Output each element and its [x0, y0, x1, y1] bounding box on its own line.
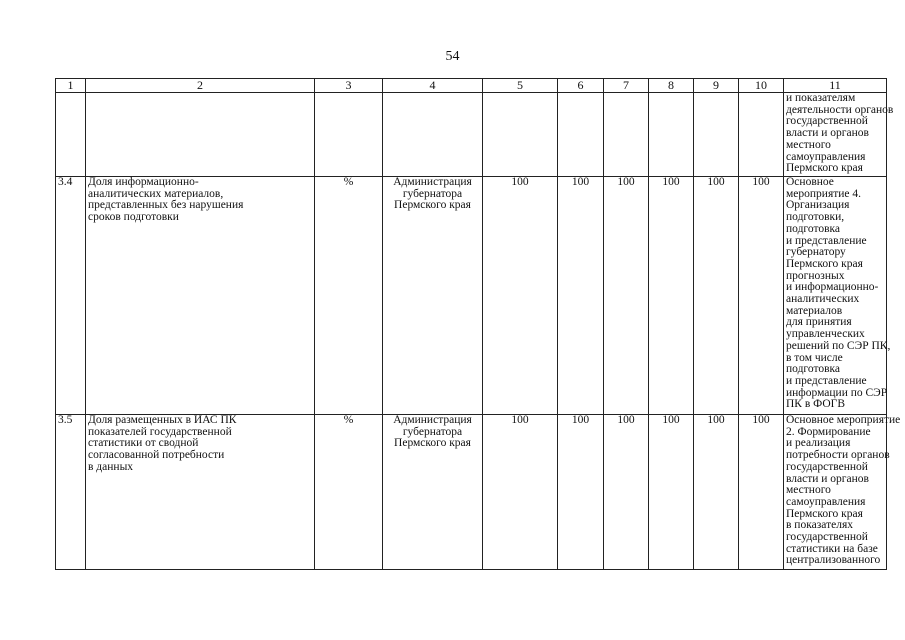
value-cell — [483, 93, 558, 177]
value-cell: 100 — [604, 177, 649, 415]
value-cell: 100 — [649, 415, 694, 570]
indicator-line: согласованной потребности — [88, 449, 225, 462]
measure-line: государственной — [786, 115, 868, 128]
row-number-cell: 3.5 — [56, 415, 86, 570]
column-number-4: 4 — [383, 79, 483, 93]
value-cell: 100 — [694, 177, 739, 415]
measure-line: государственной — [786, 531, 868, 544]
measure-line: власти и органов — [786, 127, 869, 140]
indicator-line: показателей государственной — [88, 425, 232, 438]
column-number-header-row — [56, 79, 887, 93]
value-cell: 100 — [694, 415, 739, 570]
indicator-line: сроков подготовки — [88, 211, 179, 224]
measure-line: Основное — [786, 176, 834, 188]
table-row — [56, 415, 887, 570]
value-cell: 100 — [558, 415, 604, 570]
measure-line: для принятия — [786, 316, 852, 329]
value-cell: 100 — [649, 177, 694, 415]
unit-cell — [315, 93, 383, 177]
page-number: 54 — [445, 49, 460, 64]
measure-line: мероприятие 4. — [786, 187, 862, 200]
indicators-table — [55, 78, 901, 570]
measure-line: государственной — [786, 460, 868, 473]
measure-line: Основное мероприятие — [786, 414, 901, 426]
executor-cell — [383, 415, 483, 570]
measure-line: материалов — [786, 304, 843, 317]
measure-line: в том числе — [786, 351, 843, 364]
measure-line: Пермского края — [786, 507, 863, 520]
measure-line: деятельности органов — [786, 103, 894, 116]
executor-line: Администрация — [393, 414, 472, 426]
column-number-9: 9 — [694, 79, 739, 93]
value-cell — [739, 93, 784, 177]
measure-line: ПК в ФОГВ — [786, 398, 846, 411]
indicator-line: Доля информационно- — [88, 176, 199, 188]
value-cell: 100 — [739, 177, 784, 415]
value-cell — [649, 93, 694, 177]
measure-line: 2. Формирование — [786, 425, 871, 438]
table-row — [56, 177, 887, 415]
executor-cell — [383, 93, 483, 177]
table-row — [56, 93, 887, 177]
column-number-3: 3 — [315, 79, 383, 93]
executor-line: Пермского края — [394, 199, 471, 212]
indicator-cell — [86, 93, 315, 177]
measure-line: прогнозных — [786, 269, 845, 282]
indicator-line: статистики от сводной — [88, 437, 199, 450]
executor-line: губернатора — [402, 187, 463, 200]
unit-cell: % — [315, 177, 383, 415]
column-number-6: 6 — [558, 79, 604, 93]
measure-line: статистики на базе — [786, 542, 878, 555]
measure-line: подготовка — [786, 222, 841, 235]
measure-line: централизованного — [786, 554, 881, 567]
column-number-11: 11 — [784, 79, 887, 93]
measure-line: Пермского края — [786, 257, 863, 270]
column-number-10: 10 — [739, 79, 784, 93]
measure-line: и реализация — [786, 437, 851, 450]
executor-line: Пермского края — [394, 437, 471, 450]
measure-line: в показателях — [786, 519, 853, 532]
measure-line: подготовки, — [786, 211, 845, 224]
indicator-cell — [86, 415, 315, 570]
executor-line: Администрация — [393, 176, 472, 188]
measure-line: губернатору — [786, 246, 846, 259]
measure-line: потребности органов — [786, 449, 890, 462]
indicator-line: представленных без нарушения — [88, 199, 244, 212]
value-cell: 100 — [483, 415, 558, 570]
value-cell: 100 — [483, 177, 558, 415]
measure-line: Организация — [786, 199, 850, 212]
value-cell: 100 — [604, 415, 649, 570]
unit-cell: % — [315, 415, 383, 570]
measure-cell — [784, 176, 891, 415]
column-number-1: 1 — [56, 79, 86, 93]
value-cell — [558, 93, 604, 177]
measure-line: информации по СЭР — [786, 386, 888, 399]
measure-line: и представление — [786, 234, 867, 247]
column-number-2: 2 — [86, 79, 315, 93]
measure-line: местного — [786, 484, 831, 497]
column-number-5: 5 — [483, 79, 558, 93]
measure-line: управленческих — [786, 328, 865, 341]
column-number-7: 7 — [604, 79, 649, 93]
measure-line: аналитических — [786, 293, 860, 306]
indicator-line: Доля размещенных в ИАС ПК — [88, 414, 237, 426]
measure-line: и информационно- — [786, 281, 879, 294]
measure-line: самоуправления — [786, 150, 866, 163]
value-cell — [694, 93, 739, 177]
row-number-cell — [56, 93, 86, 177]
row-number-cell: 3.4 — [56, 177, 86, 415]
value-cell: 100 — [739, 415, 784, 570]
measure-line: и показателям — [786, 92, 856, 104]
value-cell: 100 — [558, 177, 604, 415]
column-number-8: 8 — [649, 79, 694, 93]
measure-cell — [784, 414, 901, 570]
indicator-cell — [86, 177, 315, 415]
measure-line: самоуправления — [786, 495, 866, 508]
measure-line: и представление — [786, 374, 867, 387]
indicator-line: в данных — [88, 460, 134, 473]
executor-line: губернатора — [402, 425, 463, 438]
measure-line: Пермского края — [786, 162, 863, 175]
indicator-line: аналитических материалов, — [88, 187, 224, 200]
value-cell — [604, 93, 649, 177]
executor-cell — [383, 177, 483, 415]
measure-cell — [784, 92, 894, 177]
measure-line: местного — [786, 138, 831, 151]
measure-line: власти и органов — [786, 472, 869, 485]
measure-line: решений по СЭР ПК, — [786, 339, 891, 352]
measure-line: подготовка — [786, 363, 841, 376]
